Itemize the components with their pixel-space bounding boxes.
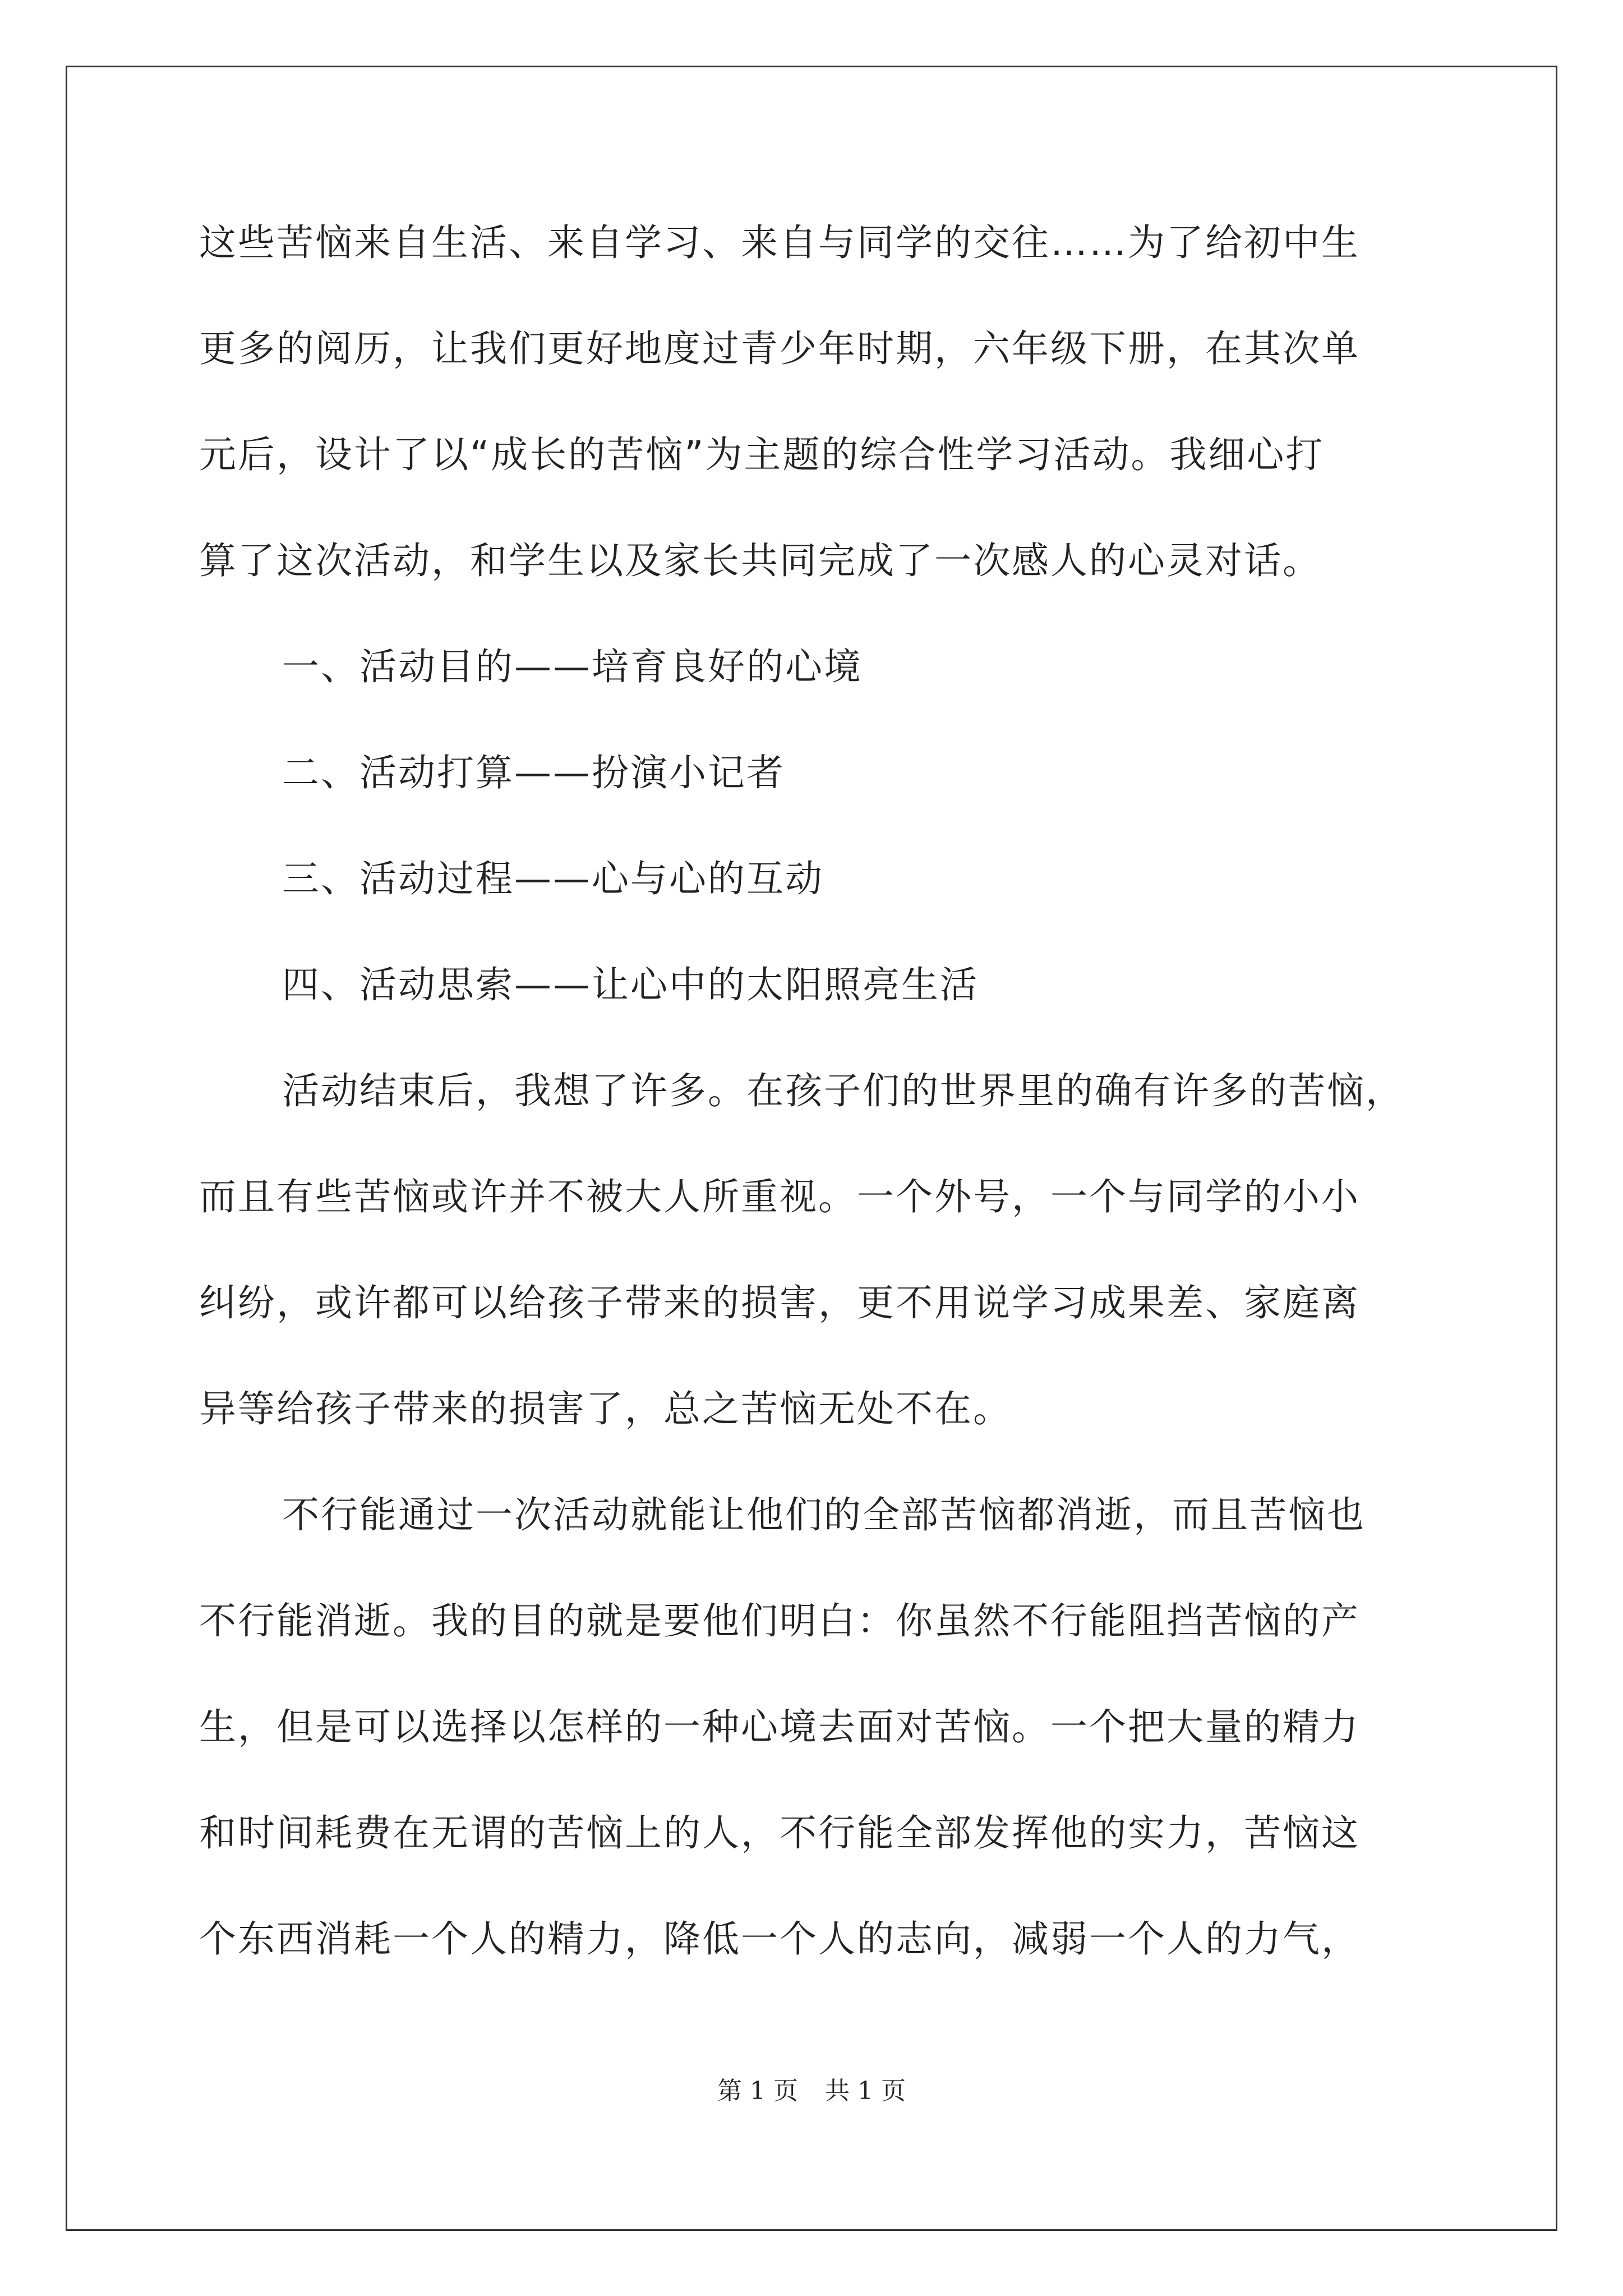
section-heading-goal (199, 645, 1433, 688)
text-line: 算了这次活动，和学生以及家长共同完成了一次感人的心灵对话。 (199, 539, 1321, 582)
section-heading-plan (199, 751, 1433, 794)
paragraph-conclusion (199, 1493, 1433, 1961)
text-line: 不行能通过一次活动就能让他们的全部苦恼都消逝，而且苦恼也 (282, 1493, 1366, 1536)
text-line: 更多的阅历，让我们更好地度过青少年时期，六年级下册，在其次单 (199, 327, 1360, 370)
text-line: 异等给孩子带来的损害了，总之苦恼无处不在。 (199, 1387, 1012, 1430)
page-footer (0, 2079, 1623, 2104)
text-line: 三、活动过程——心与心的互动 (282, 857, 824, 900)
page-number: 第 1 页 (717, 2077, 798, 2105)
text-line: 二、活动打算——扮演小记者 (282, 751, 785, 794)
paragraph-after-activity (199, 1069, 1433, 1430)
section-heading-process (199, 857, 1433, 900)
text-line: 一、活动目的——培育良好的心境 (282, 645, 863, 688)
text-line: 元后，设计了以“成长的苦恼”为主题的综合性学习活动。我细心打 (199, 433, 1325, 476)
document-body (199, 221, 1433, 1961)
text-line: 这些苦恼来自生活、来自学习、来自与同学的交往……为了给初中生 (199, 221, 1360, 264)
text-line: 和时间耗费在无谓的苦恼上的人，不行能全部发挥他的实力，苦恼这 (199, 1811, 1360, 1855)
paragraph-intro (199, 221, 1433, 582)
text-line: 生，但是可以选择以怎样的一种心境去面对苦恼。一个把大量的精力 (199, 1705, 1360, 1749)
section-heading-reflection (199, 963, 1433, 1006)
text-line: 而且有些苦恼或许并不被大人所重视。一个外号，一个与同学的小小 (199, 1175, 1360, 1218)
text-line: 活动结束后，我想了许多。在孩子们的世界里的确有许多的苦恼， (282, 1069, 1404, 1112)
text-line: 个东西消耗一个人的精力，降低一个人的志向，减弱一个人的力气， (199, 1917, 1360, 1961)
text-line: 四、活动思索——让心中的太阳照亮生活 (282, 963, 979, 1006)
text-line: 不行能消逝。我的目的就是要他们明白：你虽然不行能阻挡苦恼的产 (199, 1599, 1360, 1642)
page-total: 共 1 页 (825, 2077, 906, 2105)
text-line: 纠纷，或许都可以给孩子带来的损害，更不用说学习成果差、家庭离 (199, 1281, 1360, 1324)
